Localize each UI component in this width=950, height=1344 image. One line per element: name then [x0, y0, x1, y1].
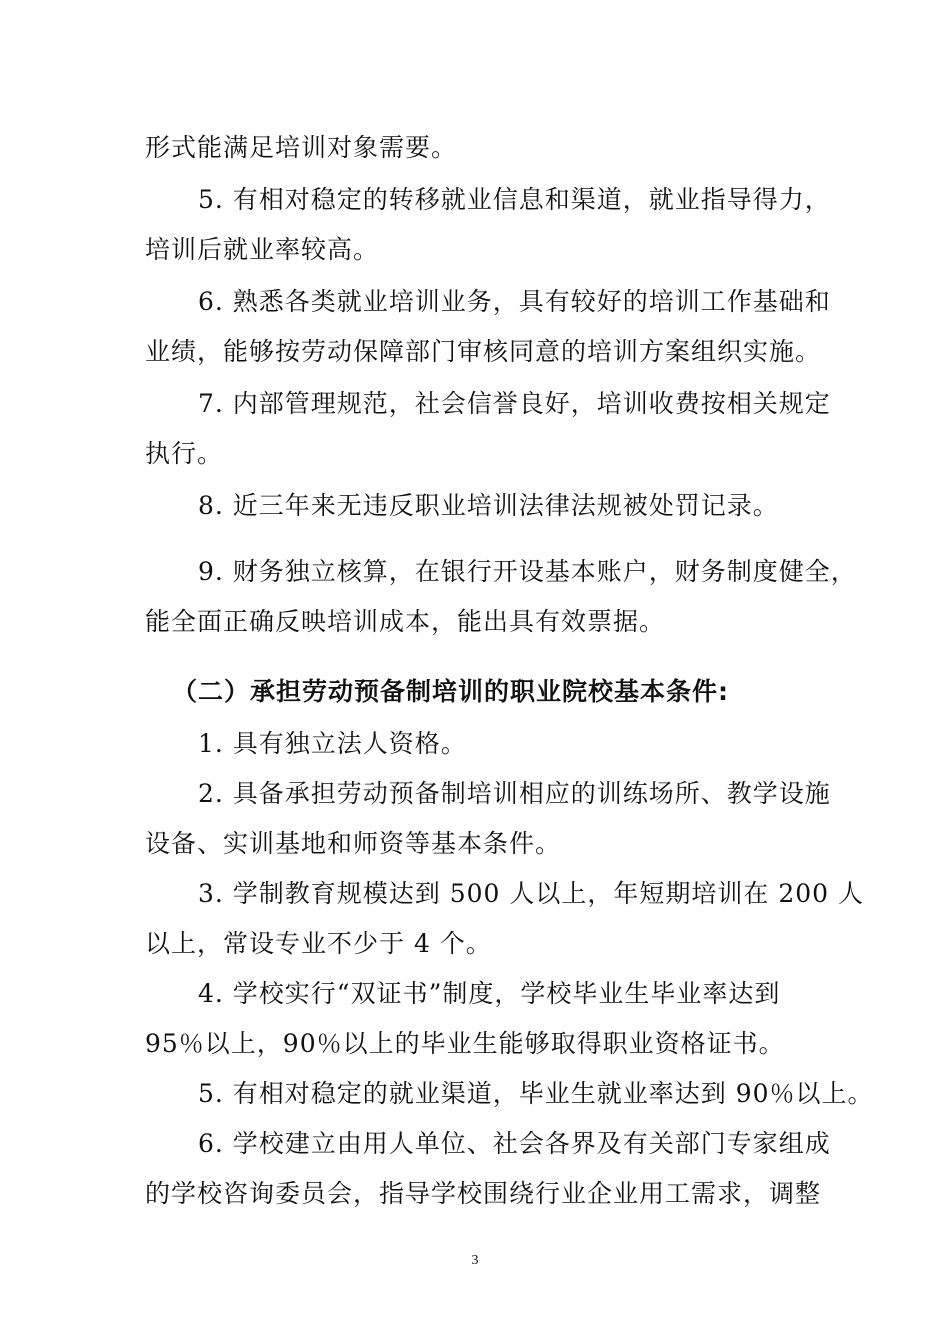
body-text-line: 形式能满足培训对象需要。	[145, 133, 458, 162]
list-item-6-line: 6. 学校建立由用人单位、社会各界及有关部门专家组成	[198, 1129, 831, 1158]
list-item-6-line: 6. 熟悉各类就业培训业务，具有较好的培训工作基础和	[198, 287, 831, 316]
body-text-line: 执行。	[145, 439, 224, 468]
body-text-line: 95％以上，90％以上的毕业生能够取得职业资格证书。	[145, 1029, 785, 1058]
body-text-line: 业绩，能够按劳动保障部门审核同意的培训方案组织实施。	[145, 337, 822, 366]
body-text-line: 培训后就业率较高。	[145, 235, 380, 264]
body-text-line: 以上，常设专业不少于 4 个。	[145, 929, 492, 958]
body-text-line: 的学校咨询委员会，指导学校围绕行业企业用工需求，调整	[145, 1179, 822, 1208]
list-item-8-line: 8. 近三年来无违反职业培训法律法规被处罚记录。	[198, 491, 779, 520]
page-number: 3	[471, 1253, 479, 1268]
list-item-5-line: 5. 有相对稳定的转移就业信息和渠道，就业指导得力，	[198, 185, 831, 214]
list-item-4-line: 4. 学校实行“双证书”制度，学校毕业生毕业率达到	[198, 979, 781, 1008]
section-heading: （二）承担劳动预备制培训的职业院校基本条件:	[172, 677, 729, 706]
list-item-1-line: 1. 具有独立法人资格。	[198, 729, 467, 758]
list-item-9-line: 9. 财务独立核算，在银行开设基本账户，财务制度健全，	[198, 557, 857, 586]
list-item-3-line: 3. 学制教育规模达到 500 人以上，年短期培训在 200 人	[198, 879, 865, 908]
list-item-5-line: 5. 有相对稳定的就业渠道，毕业生就业率达到 90％以上。	[198, 1079, 874, 1108]
list-item-7-line: 7. 内部管理规范，社会信誉良好，培训收费按相关规定	[198, 389, 831, 418]
body-text-line: 能全面正确反映培训成本，能出具有效票据。	[145, 607, 666, 636]
body-text-line: 设备、实训基地和师资等基本条件。	[145, 829, 562, 858]
list-item-2-line: 2. 具备承担劳动预备制培训相应的训练场所、教学设施	[198, 779, 831, 808]
